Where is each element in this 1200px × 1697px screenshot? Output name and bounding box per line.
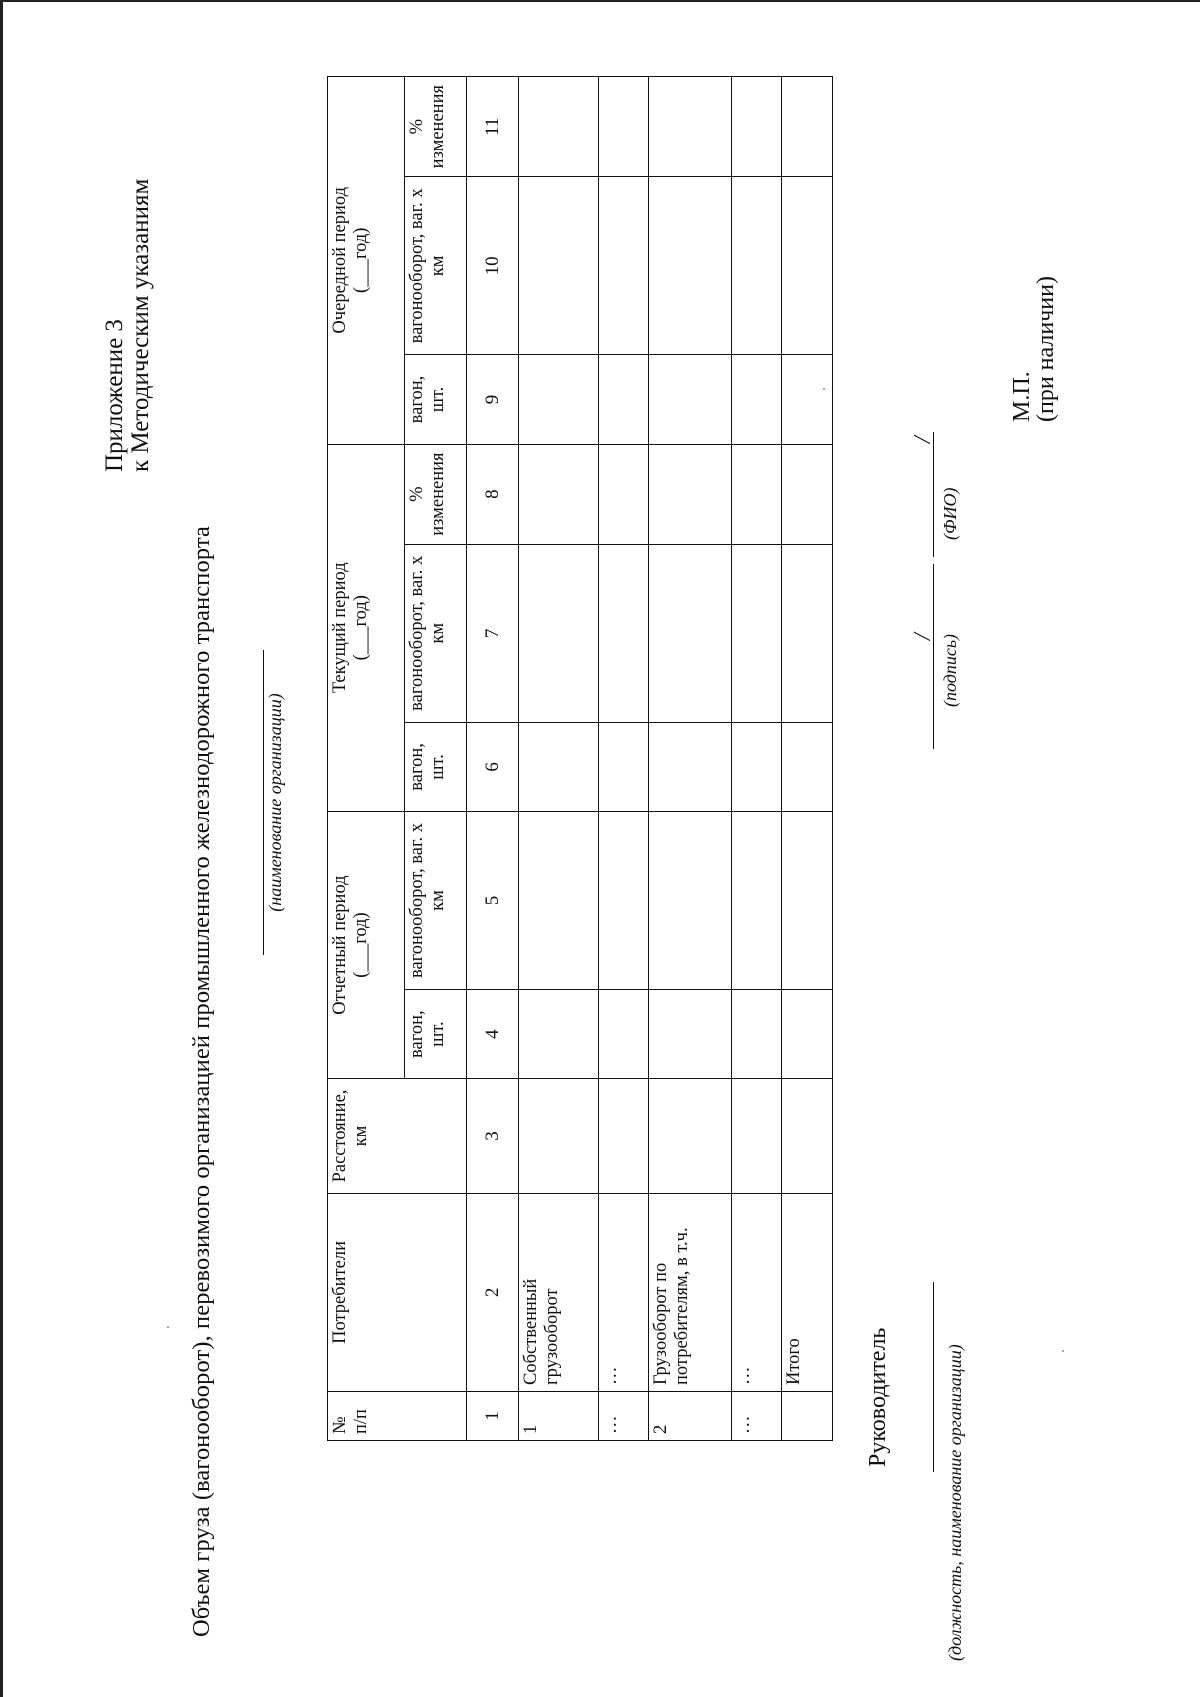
- empty-cell: [731, 722, 782, 811]
- subheader-percent: % изменения: [405, 444, 467, 544]
- period-current-year: (___год): [351, 595, 371, 661]
- position-caption: (должность, наименование организации): [945, 1344, 965, 1661]
- empty-cell: [731, 544, 782, 722]
- period-reporting-label: Отчетный период: [330, 875, 350, 1015]
- empty-cell: [649, 811, 732, 989]
- subheader-turnover: вагонооборот, ваг. х км: [405, 811, 467, 989]
- row-consumer: …: [598, 1193, 649, 1391]
- row-num: [782, 1392, 833, 1441]
- column-number: 10: [466, 177, 519, 355]
- head-label: Руководитель: [865, 1327, 891, 1467]
- empty-cell: [598, 1079, 649, 1194]
- header-consumers: Потребители: [328, 1193, 467, 1391]
- empty-cell: [598, 444, 649, 544]
- column-number: 8: [466, 444, 519, 544]
- empty-cell: [519, 811, 598, 989]
- appendix-note: [102, 112, 154, 472]
- organization-name-caption: (наименование организации): [265, 693, 285, 912]
- header-period-next: [328, 77, 405, 445]
- column-number: 7: [466, 544, 519, 722]
- header-period-current: [328, 444, 405, 811]
- appendix-line-1: Приложение 3: [101, 319, 128, 472]
- empty-cell: [782, 77, 833, 177]
- column-number: 1: [466, 1392, 519, 1441]
- header-num: № п/п: [328, 1392, 467, 1441]
- empty-cell: [598, 177, 649, 355]
- period-next-year: (___год): [351, 227, 371, 293]
- empty-cell: [519, 355, 598, 444]
- subheader-percent: % изменения: [405, 77, 467, 177]
- period-reporting-year: (___год): [351, 912, 371, 978]
- period-next-label: Очередной период: [330, 186, 350, 334]
- organization-name-line: [263, 650, 264, 955]
- fio-caption: (ФИО): [940, 487, 960, 540]
- empty-cell: [519, 177, 598, 355]
- row-consumer: Грузооборот по потребителям, в т.ч.: [649, 1193, 732, 1391]
- signature-slash: /: [910, 633, 936, 640]
- empty-cell: [649, 722, 732, 811]
- empty-cell: [598, 77, 649, 177]
- header-period-reporting: [328, 811, 405, 1078]
- appendix-line-2: к Методическим указаниям: [127, 178, 154, 472]
- column-number: 9: [466, 355, 519, 444]
- empty-cell: [598, 811, 649, 989]
- empty-cell: [782, 444, 833, 544]
- row-consumer: …: [731, 1193, 782, 1391]
- row-consumer: Собственный грузооборот: [519, 1193, 598, 1391]
- subheader-wagons: вагон, шт.: [405, 990, 467, 1079]
- subheader-wagons: вагон, шт.: [405, 722, 467, 811]
- table-row: [731, 77, 782, 1441]
- column-number: 11: [466, 77, 519, 177]
- empty-cell: [519, 444, 598, 544]
- empty-cell: [782, 990, 833, 1079]
- cargo-volume-table: [327, 76, 833, 1441]
- subheader-wagons: вагон, шт.: [405, 355, 467, 444]
- empty-cell: [731, 444, 782, 544]
- signature-slash: /: [910, 436, 936, 443]
- empty-cell: [649, 444, 732, 544]
- empty-cell: [731, 355, 782, 444]
- column-number: 2: [466, 1193, 519, 1391]
- row-num: …: [598, 1392, 649, 1441]
- period-current-label: Текущий период: [330, 562, 350, 694]
- row-num: 2: [649, 1392, 732, 1441]
- empty-cell: [731, 177, 782, 355]
- table-row: [649, 77, 732, 1441]
- empty-cell: [782, 722, 833, 811]
- column-number: 4: [466, 990, 519, 1079]
- table-row: [782, 77, 833, 1441]
- column-number: 6: [466, 722, 519, 811]
- column-number-row: [466, 77, 519, 1441]
- empty-cell: [731, 1079, 782, 1194]
- header-distance: Расстояние, км: [328, 1079, 467, 1194]
- fio-line: [933, 432, 934, 557]
- empty-cell: [649, 1079, 732, 1194]
- empty-cell: [519, 544, 598, 722]
- empty-cell: [731, 77, 782, 177]
- empty-cell: [782, 355, 833, 444]
- empty-cell: [598, 544, 649, 722]
- empty-cell: [598, 355, 649, 444]
- empty-cell: [649, 990, 732, 1079]
- stamp-line-1: М.П.: [1009, 371, 1035, 422]
- row-num: 1: [519, 1392, 598, 1441]
- empty-cell: [598, 722, 649, 811]
- empty-cell: [731, 990, 782, 1079]
- subheader-turnover: вагонооборот, ваг. х км: [405, 544, 467, 722]
- table-row: [519, 77, 598, 1441]
- stamp-note: [1010, 222, 1058, 422]
- empty-cell: [598, 990, 649, 1079]
- empty-cell: [519, 722, 598, 811]
- empty-cell: [649, 544, 732, 722]
- empty-cell: [782, 1079, 833, 1194]
- empty-cell: [519, 990, 598, 1079]
- signature-caption: (подпись): [940, 633, 960, 707]
- column-number: 5: [466, 811, 519, 989]
- stamp-line-2: (при наличии): [1033, 276, 1059, 422]
- empty-cell: [782, 544, 833, 722]
- column-number: 3: [466, 1079, 519, 1194]
- empty-cell: [649, 177, 732, 355]
- empty-cell: [519, 1079, 598, 1194]
- empty-cell: [782, 177, 833, 355]
- signature-line: [933, 564, 934, 749]
- empty-cell: [731, 811, 782, 989]
- empty-cell: [519, 77, 598, 177]
- empty-cell: [649, 355, 732, 444]
- position-line: [933, 1282, 934, 1472]
- subheader-turnover: вагонооборот, ваг. х км: [405, 177, 467, 355]
- empty-cell: [649, 77, 732, 177]
- empty-cell: [782, 811, 833, 989]
- table-row: [598, 77, 649, 1441]
- document-title: Объем груза (вагонооборот), перевозимого организацией промышленного железнодорожного транспорта: [188, 526, 215, 1637]
- row-num: …: [731, 1392, 782, 1441]
- row-consumer: Итого: [782, 1193, 833, 1391]
